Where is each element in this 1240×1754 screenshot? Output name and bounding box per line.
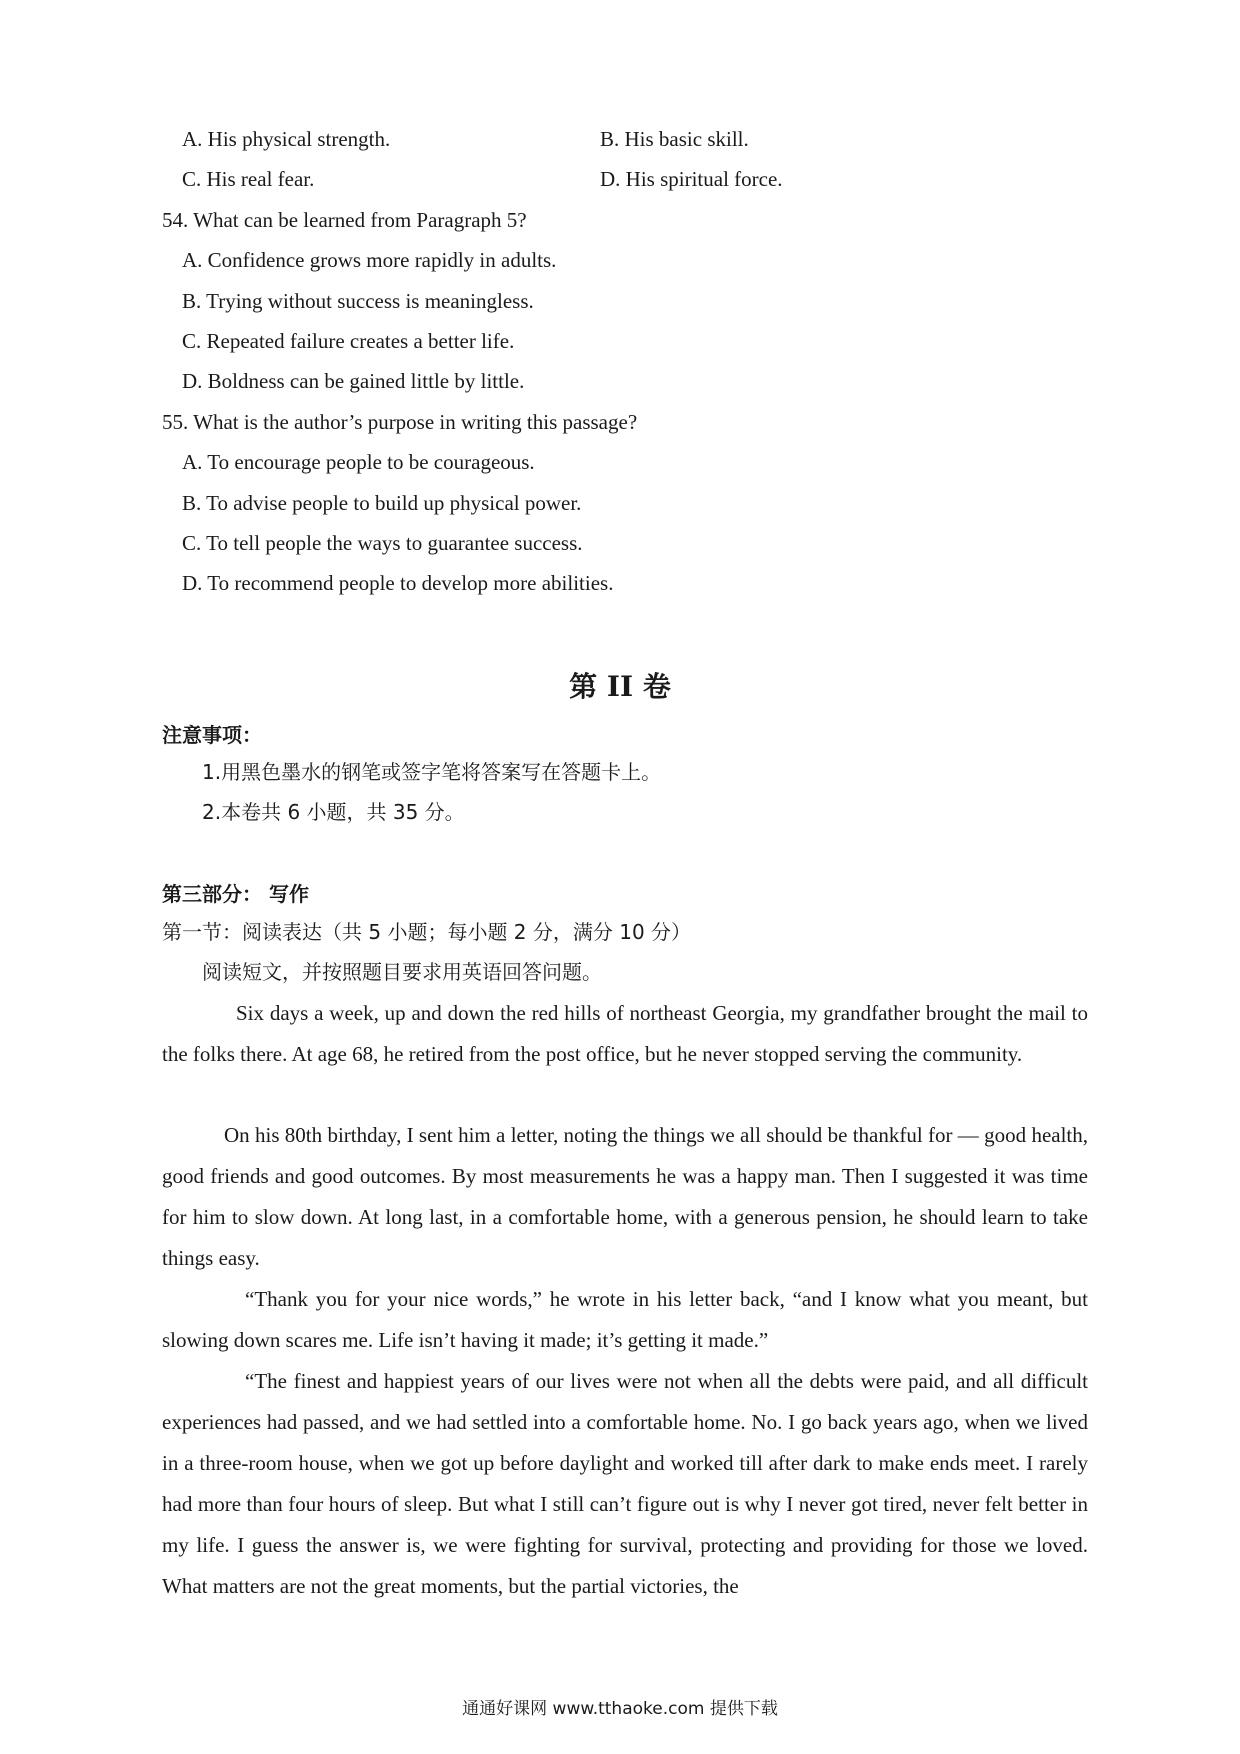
q53-option-c[interactable]: C. His real fear. [182, 167, 315, 191]
page-footer: 通通好课网 www.tthaoke.com 提供下载 [462, 1699, 778, 1719]
q55-option-b[interactable]: B. To advise people to build up physical power. [182, 491, 582, 515]
part3-heading: 第三部分： 写作 [162, 882, 309, 906]
q55-option-c[interactable]: C. To tell people the ways to guarantee success. [182, 531, 583, 555]
part3-section1: 第一节：阅读表达（共 5 小题；每小题 2 分，满分 10 分） [162, 920, 692, 944]
notice-heading: 注意事项： [162, 723, 262, 747]
q53-option-b[interactable]: B. His basic skill. [600, 127, 749, 151]
notice-item-1: 1.用黑色墨水的钢笔或签字笔将答案写在答题卡上。 [202, 760, 662, 784]
q54-option-b[interactable]: B. Trying without success is meaningless. [182, 289, 534, 313]
q55-stem: 55. What is the author’s purpose in writing this passage? [162, 410, 638, 434]
q54-option-d[interactable]: D. Boldness can be gained little by little. [182, 369, 525, 393]
notice-item-2: 2.本卷共 6 小题，共 35 分。 [202, 800, 465, 824]
passage-paragraph-4: “The finest and happiest years of our lives were not when all the debts were paid, and all difficult experiences had passed, and we had settled into a comfortable home. No. I go back years ago, when we lived in a three-room house, when we got up before daylight and worked till after dark to make ends meet. I rarely had more than four hours of sleep. But what I still can’t figure out is why I never got tired, never felt better in my life. I guess the answer is, we were fighting for survival, protecting and providing for those we loved. What matters are not the great moments, but the partial victories, the [162, 1369, 1088, 1598]
passage-paragraph-2: On his 80th birthday, I sent him a letter, noting the things we all should be thankful for — good health, good friends and good outcomes. By most measurements he was a happy man. Then I suggested it was time for him to slow down. At long last, in a comfortable home, with a generous pension, he should learn to take things easy. [162, 1123, 1088, 1270]
passage-paragraph-1: Six days a week, up and down the red hills of northeast Georgia, my grandfather brought the mail to the folks there. At age 68, he retired from the post office, but he never stopped serving the community. [162, 1001, 1088, 1066]
q53-option-d[interactable]: D. His spiritual force. [600, 167, 783, 191]
q53-option-a[interactable]: A. His physical strength. [182, 127, 391, 151]
q54-stem: 54. What can be learned from Paragraph 5? [162, 208, 527, 232]
q55-option-a[interactable]: A. To encourage people to be courageous. [182, 450, 535, 474]
passage-paragraph-3: “Thank you for your nice words,” he wrote in his letter back, “and I know what you meant, but slowing down scares me. Life isn’t having it made; it’s getting it made.” [162, 1287, 1088, 1352]
q55-option-d[interactable]: D. To recommend people to develop more abilities. [182, 571, 614, 595]
part3-instruction: 阅读短文，并按照题目要求用英语回答问题。 [202, 960, 602, 984]
section-title: 第 II 卷 [569, 670, 671, 703]
q54-option-a[interactable]: A. Confidence grows more rapidly in adults. [182, 248, 557, 272]
q54-option-c[interactable]: C. Repeated failure creates a better life. [182, 329, 515, 353]
